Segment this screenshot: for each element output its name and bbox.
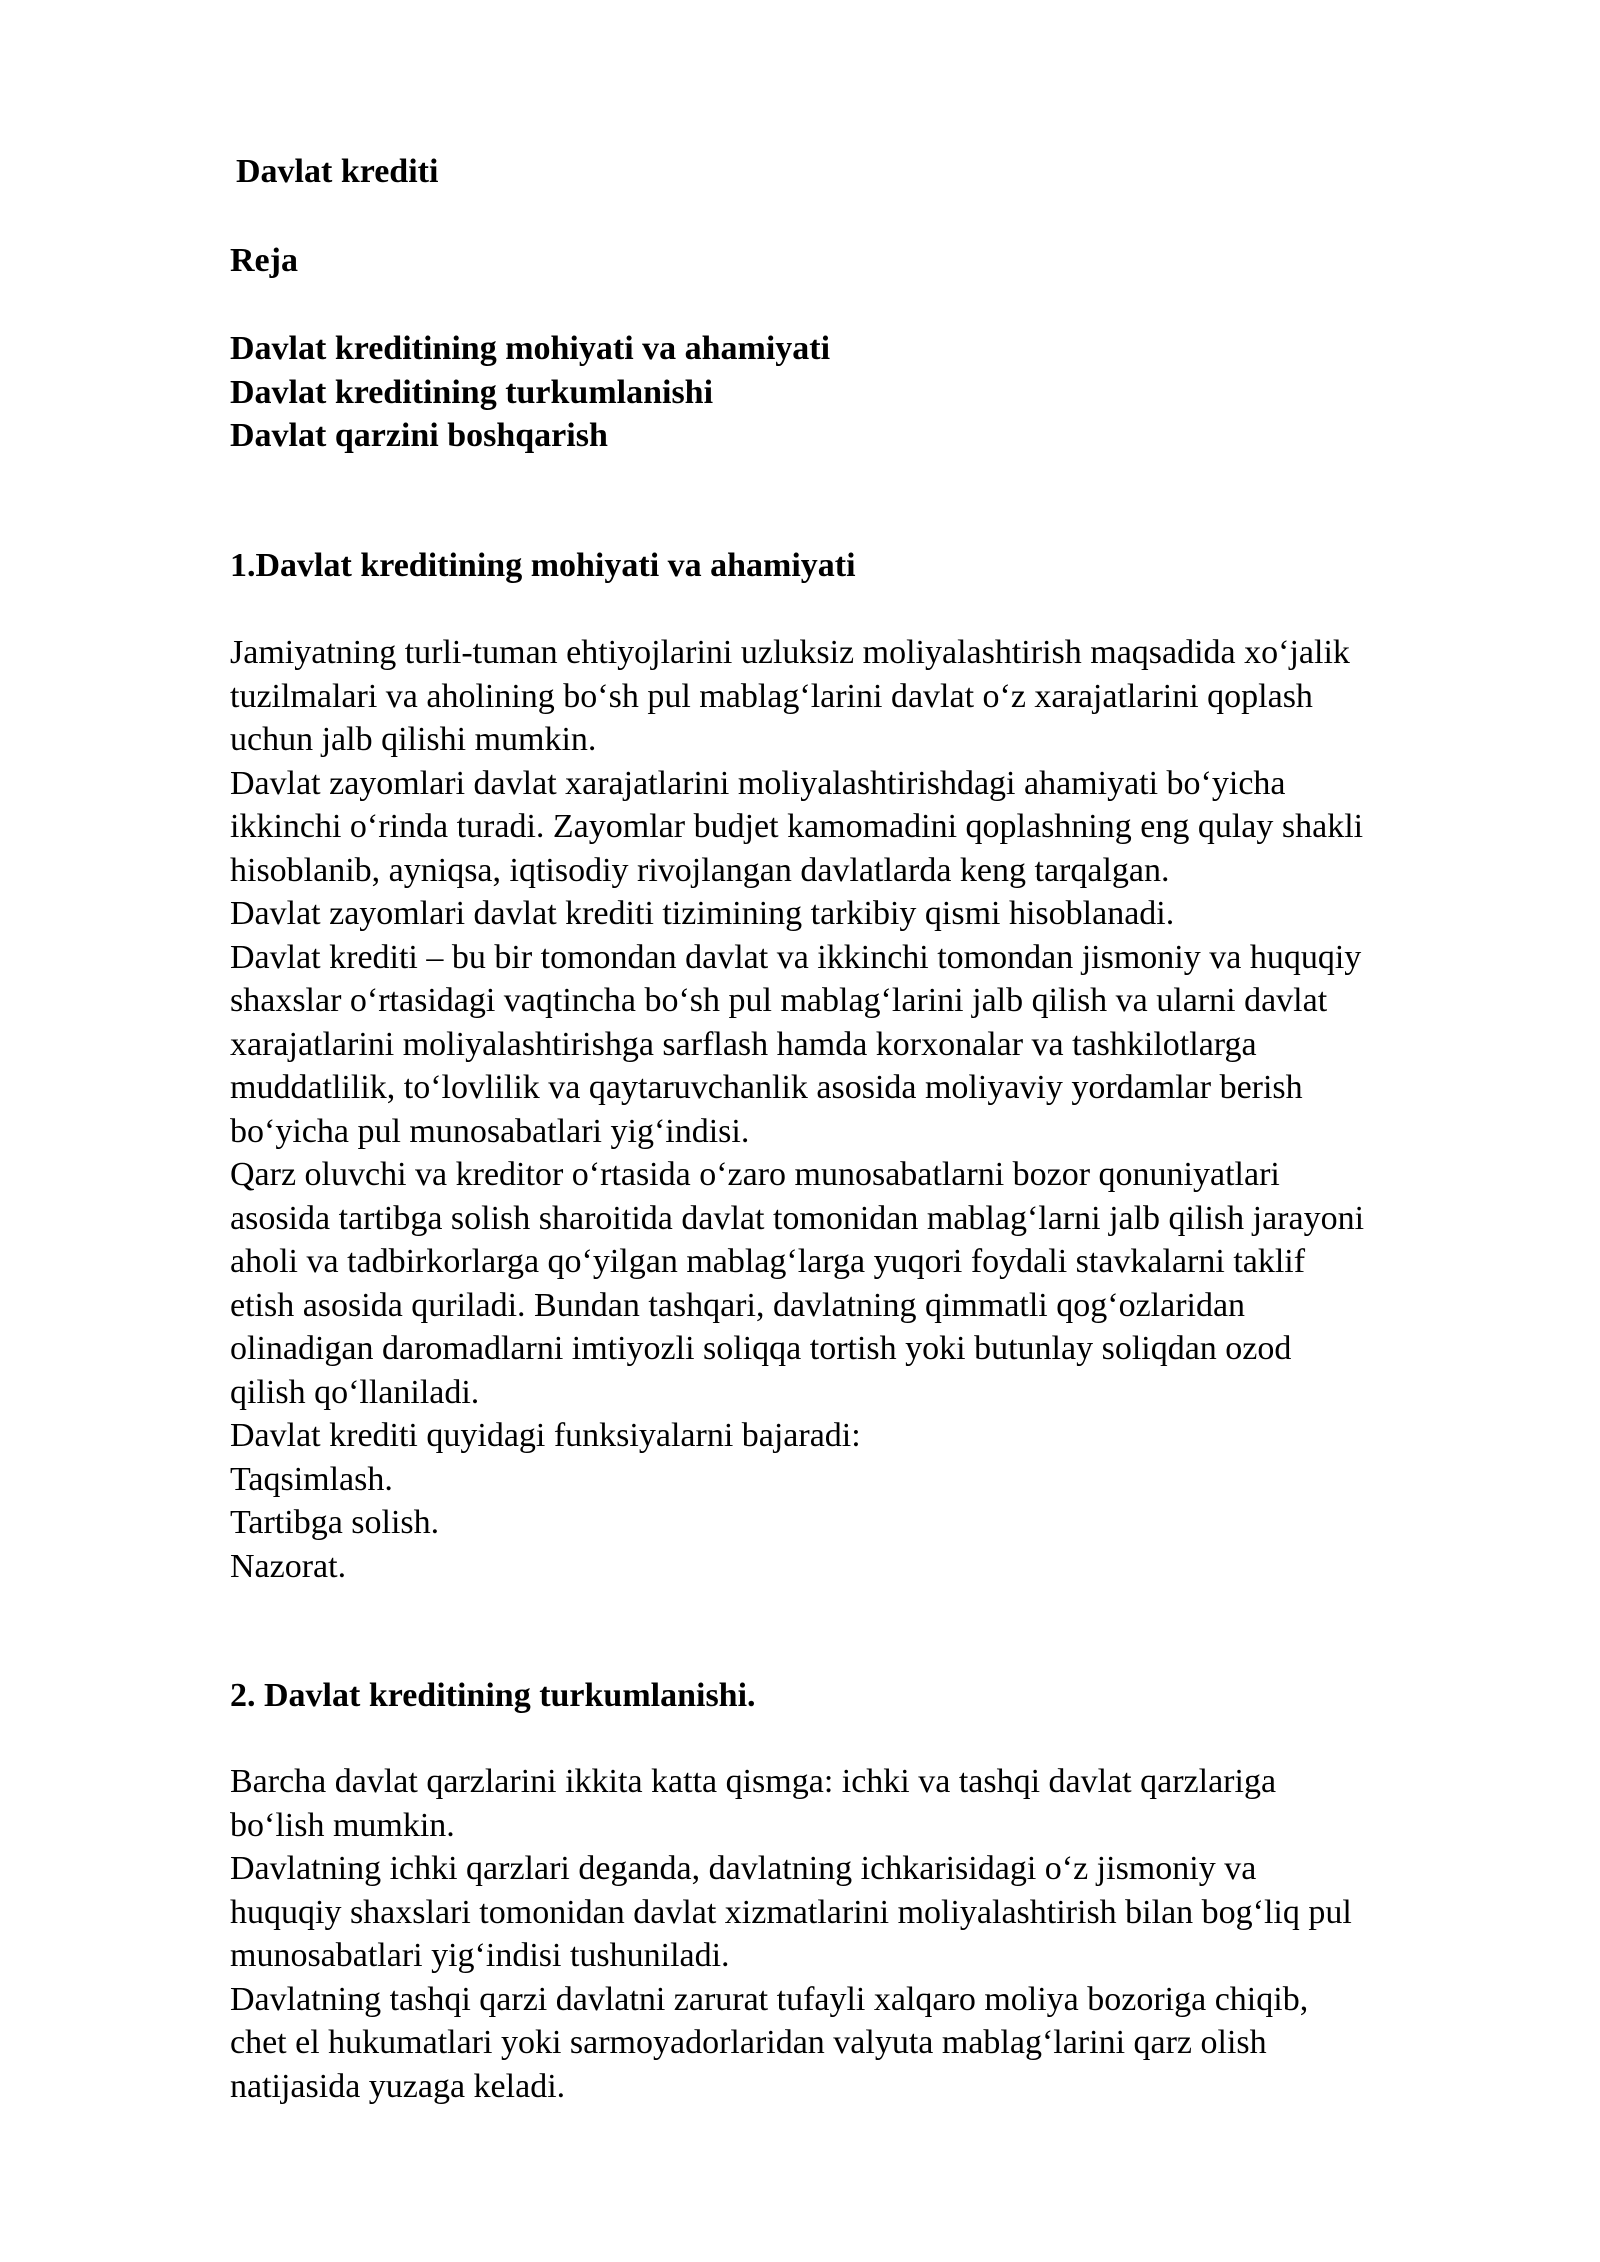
paragraph-line: aholi va tadbirkorlarga qo‘yilgan mablag‘larga yuqori foydali stavkalarni taklif <box>230 1243 1306 1280</box>
paragraph-line: etish asosida quriladi. Bundan tashqari, davlatning qimmatli qog‘ozlaridan <box>230 1286 1246 1324</box>
function-item: Tartibga solish. <box>230 1504 440 1541</box>
paragraph-line: hisoblanib, ayniqsa, iqtisodiy rivojlangan davlatlarda keng tarqalgan. <box>230 851 1170 889</box>
paragraph-line: chet el hukumatlari yoki sarmoyadorlaridan valyuta mablag‘larini qarz olish <box>230 2024 1267 2061</box>
paragraph-line: bo‘lish mumkin. <box>230 1806 455 1844</box>
paragraph-line: Davlatning ichki qarzlari deganda, davlatning ichkarisidagi o‘z jismoniy va <box>230 1850 1257 1887</box>
function-item: Taqsimlash. <box>230 1460 393 1498</box>
paragraph-line: uchun jalb qilishi mumkin. <box>230 721 597 758</box>
plan-item: Davlat qarzini boshqarish <box>230 417 608 454</box>
plan-item: Davlat kreditining mohiyati va ahamiyati <box>230 330 831 367</box>
paragraph-line: xarajatlarini moliyalashtirishga sarflash hamda korxonalar va tashkilotlarga <box>230 1025 1257 1063</box>
paragraph-line: ikkinchi o‘rinda turadi. Zayomlar budjet kamomadini qoplashning eng qulay shakli <box>230 808 1364 845</box>
paragraph-line: munosabatlari yig‘indisi tushuniladi. <box>230 1937 730 1974</box>
paragraph-line: bo‘yicha pul munosabatlari yig‘indisi. <box>230 1112 750 1150</box>
document-title: Davlat krediti <box>236 153 439 190</box>
paragraph-line: tuzilmalari va aholining bo‘sh pul mablag‘larini davlat o‘z xarajatlarini qoplash <box>230 677 1313 715</box>
section1-body <box>230 631 1364 1588</box>
paragraph-line: asosida tartibga solish sharoitida davlat tomonidan mablag‘larni jalb qilish jarayoni <box>230 1199 1365 1237</box>
paragraph-line: huquqiy shaxslari tomonidan davlat xizmatlarini moliyalashtirish bilan bog‘liq pul <box>230 1893 1352 1931</box>
paragraph-line: Barcha davlat qarzlarini ikkita katta qismga: ichki va tashqi davlat qarzlariga <box>230 1763 1277 1800</box>
paragraph-line: olinadigan daromadlarni imtiyozli soliqqa tortish yoki butunlay soliqdan ozod <box>230 1330 1292 1367</box>
paragraph-line: Qarz oluvchi va kreditor o‘rtasida o‘zaro munosabatlarni bozor qonuniyatlari <box>230 1156 1280 1193</box>
paragraph-line: Davlat zayomlari davlat krediti tizimining tarkibiy qismi hisoblanadi. <box>230 895 1175 932</box>
paragraph-line: muddatlilik, to‘lovlilik va qaytaruvchanlik asosida moliyaviy yordamlar berish <box>230 1069 1303 1106</box>
function-item: Nazorat. <box>230 1547 347 1585</box>
plan-item: Davlat kreditining turkumlanishi <box>230 373 714 411</box>
plan-list <box>230 327 830 458</box>
paragraph-line: Davlat krediti – bu bir tomondan davlat va ikkinchi tomondan jismoniy va huquqiy <box>230 938 1362 976</box>
paragraph-line: Davlat zayomlari davlat xarajatlarini moliyalashtirishdagi ahamiyati bo‘yicha <box>230 764 1286 802</box>
paragraph-line: qilish qo‘llaniladi. <box>230 1373 480 1411</box>
paragraph-line: Jamiyatning turli-tuman ehtiyojlarini uzluksiz moliyalashtirish maqsadida xo‘jalik <box>230 634 1350 671</box>
paragraph-line: Davlatning tashqi qarzi davlatni zarurat tufayli xalqaro moliya bozoriga chiqib, <box>230 1980 1309 2018</box>
paragraph-line: Davlat krediti quyidagi funksiyalarni bajaradi: <box>230 1417 861 1454</box>
section2-body <box>230 1760 1352 2108</box>
section2-heading: 2. Davlat kreditining turkumlanishi. <box>230 1677 756 1714</box>
paragraph-line: shaxslar o‘rtasidagi vaqtincha bo‘sh pul mablag‘larini jalb qilish va ularni davlat <box>230 982 1328 1019</box>
plan-heading: Reja <box>230 242 298 279</box>
paragraph-line: natijasida yuzaga keladi. <box>230 2067 566 2105</box>
section1-heading: 1.Davlat kreditining mohiyati va ahamiyati <box>230 547 856 584</box>
